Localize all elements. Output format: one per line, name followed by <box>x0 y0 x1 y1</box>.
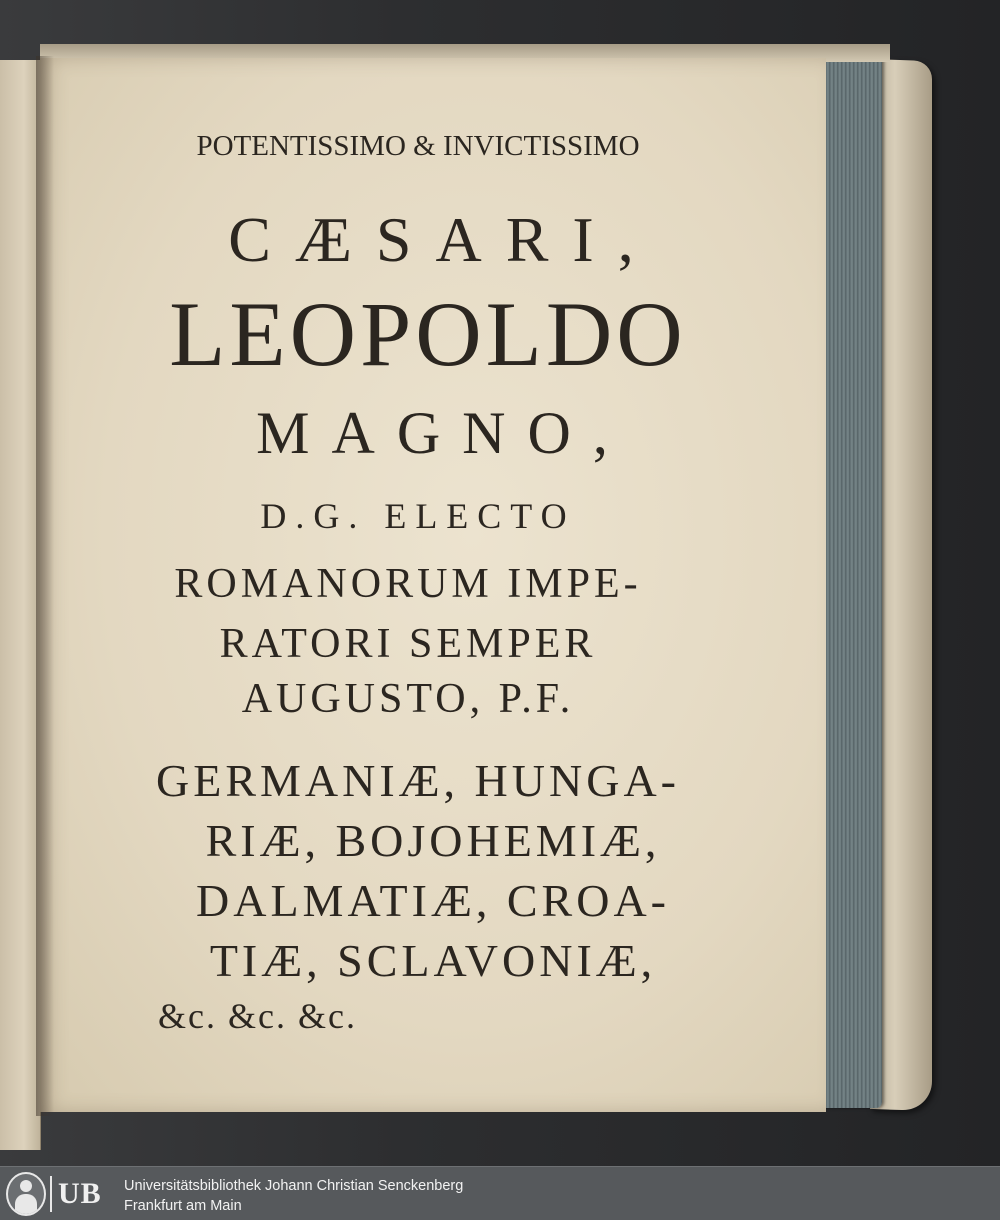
senckenberg-portrait-icon <box>6 1172 46 1216</box>
dedication-line: TIÆ, SCLAVONIÆ, <box>209 935 657 986</box>
logo-text: UB <box>50 1176 102 1212</box>
dedication-line: DALMATIÆ, CROA- <box>196 875 670 926</box>
dedication-line: AUGUSTO, P.F. <box>241 676 575 722</box>
dedication-line: ROMANORUM IMPE- <box>174 561 642 607</box>
library-logo[interactable] <box>6 1173 116 1215</box>
dedication-line: D.G. ELECTO <box>260 496 576 536</box>
dedication-line: RATORI SEMPER <box>219 621 597 667</box>
dedication-line: GERMANIÆ, HUNGA- <box>156 755 680 806</box>
institution-line: Universitätsbibliothek Johann Christian Senckenberg <box>124 1178 464 1194</box>
dedication-line: CÆSARI, <box>228 204 658 275</box>
left-page-edge <box>0 60 41 1150</box>
institution-name <box>124 1176 463 1216</box>
dedication-line: MAGNO, <box>256 400 630 466</box>
dedication-text <box>40 58 826 1112</box>
dedication-line: &c. &c. &c. <box>158 996 357 1036</box>
footer-bar <box>0 1166 1000 1220</box>
institution-line: Frankfurt am Main <box>124 1198 242 1214</box>
dedication-line: RIÆ, BOJOHEMIÆ, <box>205 815 661 866</box>
dedication-line: POTENTISSIMO & INVICTISSIMO <box>196 130 640 162</box>
dedication-line: LEOPOLDO <box>169 283 687 385</box>
page-block-edge <box>822 48 882 1108</box>
